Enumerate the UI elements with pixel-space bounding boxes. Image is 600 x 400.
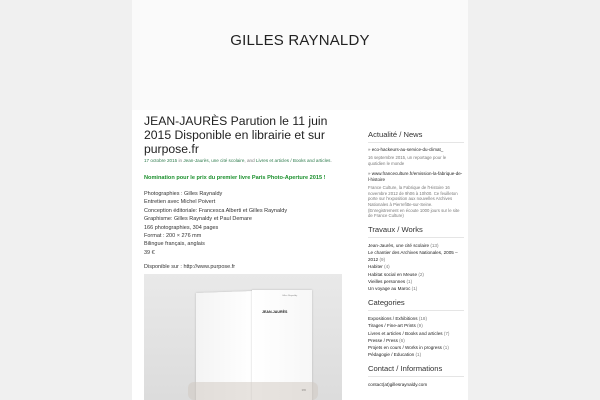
works-item-count: (1) xyxy=(406,278,413,284)
post-category-link[interactable]: Livres et articles / Books and articles xyxy=(255,158,331,163)
divider xyxy=(368,142,464,143)
works-item[interactable] xyxy=(368,263,464,270)
category-item[interactable] xyxy=(368,330,464,337)
nomination-text: Nomination pour le prix du premier livre Paris Photo-Aperture 2015 ! xyxy=(144,175,326,181)
book-photo[interactable] xyxy=(144,274,342,400)
category-label[interactable]: Expositions / Exhibitions xyxy=(368,316,418,322)
book-page-author: Gilles Raynaldy xyxy=(282,295,298,297)
detail-line: 166 photographies, 304 pages xyxy=(144,224,219,231)
news-link[interactable]: www.franceculture.fr/emission-la-fabrique-de-l-histoire xyxy=(368,171,463,183)
contact-email[interactable]: contact(at)gillesraynaldy.com xyxy=(368,382,428,388)
meta-in: in xyxy=(178,158,183,163)
category-count: (1) xyxy=(415,352,422,358)
works-item-label[interactable]: Habitat social en Meuse xyxy=(368,271,418,277)
detail-line: Conception éditoriale: Francesca Alberti et Gilles Raynaldy xyxy=(144,207,288,214)
meta-and: and xyxy=(246,158,255,163)
works-item-label[interactable]: Le chantier des Archives Nationales, 2005 – 2012 xyxy=(368,249,458,263)
header xyxy=(132,0,468,110)
post-date[interactable]: 17 octobre 2015 xyxy=(144,158,178,163)
works-item-count: (1) xyxy=(411,285,418,291)
category-count: (6) xyxy=(399,337,405,343)
works-item[interactable] xyxy=(368,285,464,292)
works-item[interactable] xyxy=(368,271,464,278)
works-item-label[interactable]: Vieilles personnes xyxy=(368,278,406,284)
detail-line: Graphisme: Gilles Raynaldy et Paul Demare xyxy=(144,216,252,223)
category-count: (18) xyxy=(418,316,427,322)
works-item-label[interactable]: Habiter xyxy=(368,264,383,270)
category-item[interactable] xyxy=(368,322,464,329)
news-description: France Culture, la Fabrique de l'Histoire 16 novembre 2012 de 9h06 à 10h00. Ce feuilleton porte sur l'exposition aux nouvelles Archives Nationales à Pierrefitte-sur-Seine. (Enregistrement en écoute 1000 jours sur le site de France Culture) xyxy=(368,185,460,219)
works-item-count: (4) xyxy=(384,264,390,270)
works-item-count: (9) xyxy=(379,257,386,263)
post-content xyxy=(144,114,344,271)
category-item[interactable] xyxy=(368,315,464,322)
category-item[interactable] xyxy=(368,337,464,344)
detail-line: 39 € xyxy=(144,249,155,256)
works-item-label[interactable]: Un voyage au Maroc xyxy=(368,285,411,291)
category-item[interactable] xyxy=(368,351,464,358)
works-item[interactable] xyxy=(368,278,464,285)
book-page-title: JEAN-JAURÈS xyxy=(262,310,288,314)
page-container xyxy=(132,0,468,400)
category-label[interactable]: Tirages / Fine-art Prints xyxy=(368,323,416,329)
works-item-count: (13) xyxy=(430,242,439,248)
works-item[interactable] xyxy=(368,249,464,263)
category-label[interactable]: Presse / Press xyxy=(368,337,398,343)
detail-line: Bilingue français, anglais xyxy=(144,241,205,248)
divider xyxy=(368,237,464,238)
contact-widget-title: Contact / Informations xyxy=(368,364,443,374)
works-list xyxy=(368,242,464,292)
categories-widget-title: Categories xyxy=(368,298,405,308)
category-label[interactable]: Projets en cours / Works in progress xyxy=(368,344,442,350)
category-count: (7) xyxy=(443,330,450,336)
category-count: (1) xyxy=(443,344,449,350)
detail-line: Entretien avec Michel Poivert xyxy=(144,199,216,206)
category-count: (9) xyxy=(417,323,423,329)
category-item[interactable] xyxy=(368,344,464,351)
news-item[interactable] xyxy=(368,147,464,153)
news-widget-title: Actualité / News xyxy=(368,130,423,139)
availability-label: Disponible sur : xyxy=(144,264,184,271)
works-item-count: (2) xyxy=(418,271,424,277)
category-label[interactable]: Pédagogie / Education xyxy=(368,352,415,358)
divider xyxy=(368,376,464,377)
detail-line: Photographies : Gilles Raynaldy xyxy=(144,191,223,197)
site-title[interactable]: GILLES RAYNALDY xyxy=(230,32,370,49)
post-category-link[interactable]: Jean-Jaurès, une cité scolaire xyxy=(183,158,245,163)
post-title[interactable]: JEAN-JAURÈS Parution le 11 juin 2015 Disponible en librairie et sur purpose.fr xyxy=(144,114,328,156)
divider xyxy=(368,310,464,311)
purpose-link[interactable]: http://www.purpose.fr xyxy=(183,264,236,271)
detail-line: Format : 200 × 276 mm xyxy=(144,233,202,240)
availability xyxy=(144,263,344,271)
categories-list xyxy=(368,315,464,358)
sidebar xyxy=(368,130,464,388)
bullet-icon: » xyxy=(368,171,372,177)
post-meta: 17 octobre 2015 in Jean-Jaurès, une cité scolaire, and Livres et articles / Books and articles. xyxy=(144,158,332,163)
works-item-label[interactable]: Jean-Jaurès, une cité scolaire xyxy=(368,242,430,248)
category-label[interactable]: Livres et articles / Books and articles xyxy=(368,330,443,336)
news-description: 16 septembre 2015, un reportage pour le quotidien le monde xyxy=(368,155,447,166)
news-item[interactable] xyxy=(368,171,464,183)
bullet-icon: » xyxy=(368,147,372,152)
works-item[interactable] xyxy=(368,242,464,249)
book-details xyxy=(144,190,344,257)
hands-shadow xyxy=(188,382,318,400)
works-widget-title: Travaux / Works xyxy=(368,224,423,234)
news-link[interactable]: eco-hackeurs-au-service-du-climat_ xyxy=(371,147,444,152)
